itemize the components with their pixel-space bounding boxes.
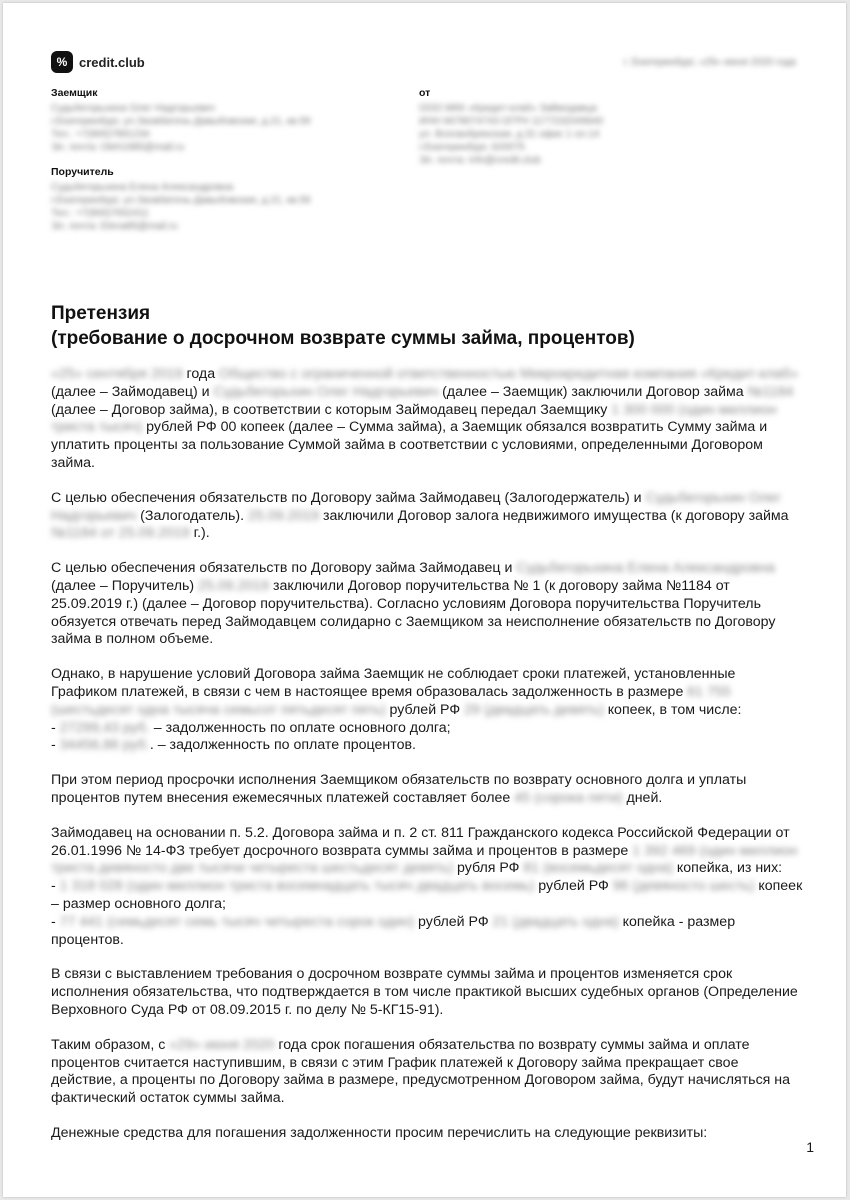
text: года — [182, 366, 220, 382]
text: Займодавец на основании п. 5.2. Договора займа и п. 2 ст. 811 Гражданского кодекса Российской Федерации от 26.01.1996 № 14-ФЗ требует досрочного возврата суммы займа и процентов в размере — [51, 824, 790, 859]
text: рублей РФ — [534, 878, 613, 895]
text: Таким образом, с — [51, 1036, 170, 1053]
paragraph-contract — [51, 366, 803, 473]
text: Денежные средства для погашения задолженности просим перечислить на следующие реквизиты: — [51, 1124, 708, 1141]
redacted-text: 1 318 028 (один миллион триста восемнадцать тысяч двадцать восемь) — [59, 878, 535, 895]
guarantor-label: Поручитель — [51, 166, 114, 178]
redacted-text: 96 (девяносто шесть) — [612, 878, 755, 895]
text: копейка, из них: — [672, 860, 783, 877]
text: г.). — [189, 525, 210, 542]
text: рублей РФ — [414, 913, 493, 930]
borrower-line: Тел.: +7(900)7891234 — [51, 129, 150, 140]
text: рубля РФ — [453, 860, 524, 877]
document-title — [51, 301, 635, 351]
title-line-2: (требование о досрочном возврате суммы займа, процентов) — [51, 328, 635, 349]
guarantor-line: г.Екатеринбург, ул.Заовбатень-Давыбовская, д.21, кв.59 — [51, 195, 311, 206]
redacted-text: 1 392 469 (один миллион триста девяносто две тысячи четыреста шестьдесят девять) — [51, 842, 798, 877]
paragraph-maturity — [51, 1037, 803, 1108]
paragraph-pledge — [51, 490, 803, 543]
guarantor-line: Эл. почта: Elena85@mail.ru — [51, 221, 178, 232]
redacted-text: Судьбегорьхин Олег Надгорьевич — [51, 489, 781, 524]
paragraph-guarantee — [51, 560, 803, 649]
text: – задолженность по оплате основного долга; — [149, 719, 451, 736]
lender-line: г.Екатеринбург, 620075 — [419, 142, 525, 153]
text: В связи с выставлением требования о досрочном возврате суммы займа и процентов изменяется срок исполнения обязательства, что подтверждается в том числе практикой высших судебных органов (Определение Верховного Суда РФ от 08.09.2015 г. по делу № 5-КГ15-91). — [51, 966, 798, 1018]
guarantor-block — [51, 166, 310, 233]
redacted-text: «25» сентября 2019 — [51, 366, 183, 382]
text: С целью обеспечения обязательств по Договору займа Займодавец (Залогодержатель) и — [51, 489, 646, 506]
redacted-text: №1184 от 25.09.2019 — [51, 525, 190, 542]
redacted-text: Судьбегорьхина Елена Александровна — [516, 560, 775, 577]
borrower-label: Заемщик — [51, 87, 98, 99]
redacted-text: 34456,86 руб. — [59, 737, 150, 754]
page-number: 1 — [806, 1139, 814, 1155]
text: С целью обеспечения обязательств по Договору займа Займодавец и — [51, 560, 517, 577]
title-line-1: Претензия — [51, 303, 151, 324]
text: копейка - размер процентов. — [51, 913, 736, 948]
list-dash: - — [51, 913, 60, 930]
text: заключили Договор поручительства № 1 (к договору займа №1184 от 25.09.2019 г.) (далее – Договор поручительства). Согласно условиям Договора поручительства Поручитель обязуется отвечать перед Займодавцем солидарно с Заемщиком за неисполнение обязательств по Договору займа в полном объеме. — [51, 577, 776, 648]
paragraph-demand — [51, 825, 803, 950]
guarantor-line: Тел.: +7(900)7652411 — [51, 208, 149, 219]
redacted-text: 21 (двадцать одна) — [492, 913, 619, 930]
text: (далее – Займодавец) и — [51, 383, 214, 400]
list-dash: - — [51, 719, 60, 736]
lender-line: ИНН 6678074743 ОГРН 1177232049940 — [419, 116, 604, 127]
text: копеек – размер основного долга; — [51, 878, 803, 912]
borrower-block — [51, 87, 310, 154]
percent-icon: % — [51, 51, 73, 73]
text: заключили Договор залога недвижимого имущества (к договору займа — [319, 507, 789, 524]
redacted-text: 77 441 (семьдесят семь тысяч четыреста сорок один) — [59, 913, 415, 930]
paragraph-payment-details — [51, 1125, 803, 1143]
text: рублей РФ — [385, 701, 465, 718]
list-dash: - — [51, 878, 60, 895]
paragraph-overdue — [51, 772, 803, 808]
document-page — [3, 3, 846, 1197]
paragraph-debt — [51, 666, 803, 755]
list-dash: - — [51, 737, 60, 754]
text: (Залогодатель). — [136, 507, 248, 524]
text: дней. — [622, 789, 663, 806]
guarantor-line: Судьбегорьхина Елена Александровна — [51, 182, 234, 193]
redacted-text: 45 (сорока пяти) — [514, 789, 623, 806]
redacted-text: 25.09.2019 — [198, 577, 270, 594]
text: рублей РФ 00 копеек (далее – Сумма займа), а Заемщик обязался возвратить Сумму займа и уплатить проценты за пользование Суммой займа в соответствии с условиями, определенными Договором займа. — [51, 419, 768, 471]
text: (далее – Договор займа), в соответствии с которым Займодавец передал Заемщику — [51, 401, 612, 418]
text: (далее – Поручитель) — [51, 577, 199, 594]
text: Однако, в нарушение условий Договора займа Заемщик не соблюдает сроки платежей, установленные Графиком платежей, в связи с чем в настоящее время образовалась задолженность в размере — [51, 666, 736, 700]
lender-label: от — [419, 87, 431, 99]
paragraph-court-practice — [51, 966, 803, 1019]
redacted-text: 29 (двадцать девять) — [464, 701, 604, 718]
text: копеек, в том числе: — [603, 701, 742, 718]
text: года срок погашения обязательства по возврату суммы займа и оплате процентов считается наступившим, в связи с этим График платежей к Договору займа прекращает свое действие, а проценты по Договору займа в размере, предусмотренном Договором займа, будут начисляться на фактический остаток суммы займа. — [51, 1036, 791, 1107]
redacted-text: Судьбегорьхин Олег Надгорьевич — [213, 383, 439, 400]
document-body — [51, 366, 803, 1160]
redacted-text: №1184 — [747, 383, 794, 400]
city-date: г. Екатеринбург, «29» июня 2020 года — [623, 57, 796, 68]
text: При этом период просрочки исполнения Заемщиком обязательств по возврату основного долга и уплаты процентов путем внесения ежемесячных платежей составляет более — [51, 772, 747, 806]
borrower-line: Судьбегорьхина Олег Надгорьевич — [51, 103, 215, 114]
brand-logo — [51, 51, 145, 73]
redacted-text: 1 300 000 (один миллион триста тысяч) — [51, 401, 777, 436]
lender-line: ул. Всесвобрянская, д.31 офис 1 ол.14 — [419, 129, 600, 140]
text: (далее – Заемщик) заключили Договор займа — [438, 383, 748, 400]
redacted-text: Общество с ограниченной ответственностью Микрокредитная компания «Кредит-клаб» — [219, 366, 798, 382]
redacted-text: «29» июня 2020 — [169, 1036, 275, 1053]
borrower-line: Эл. почта: Oleh1985@mail.ru — [51, 142, 185, 153]
redacted-text: 81 (восемьдесят одна) — [523, 860, 673, 877]
redacted-text: 61 755 (шестьдесят одна тысяча семьсот пятьдесят пять) — [51, 683, 731, 718]
redacted-text: 25.09.2019 — [248, 507, 320, 524]
brand-name: credit.club — [79, 54, 145, 70]
redacted-text: 27299,43 руб. — [59, 719, 150, 736]
text: . – задолженность по оплате процентов. — [149, 737, 416, 754]
lender-line: ООО МКК «Кредит-клаб» Займодавца — [419, 103, 597, 114]
lender-block — [419, 87, 603, 167]
lender-line: Эл. почта: info@credit.club — [419, 155, 541, 166]
borrower-line: г.Екатеринбург, ул.Заовбатень-Давыбовская, д.21, кв.59 — [51, 116, 311, 127]
